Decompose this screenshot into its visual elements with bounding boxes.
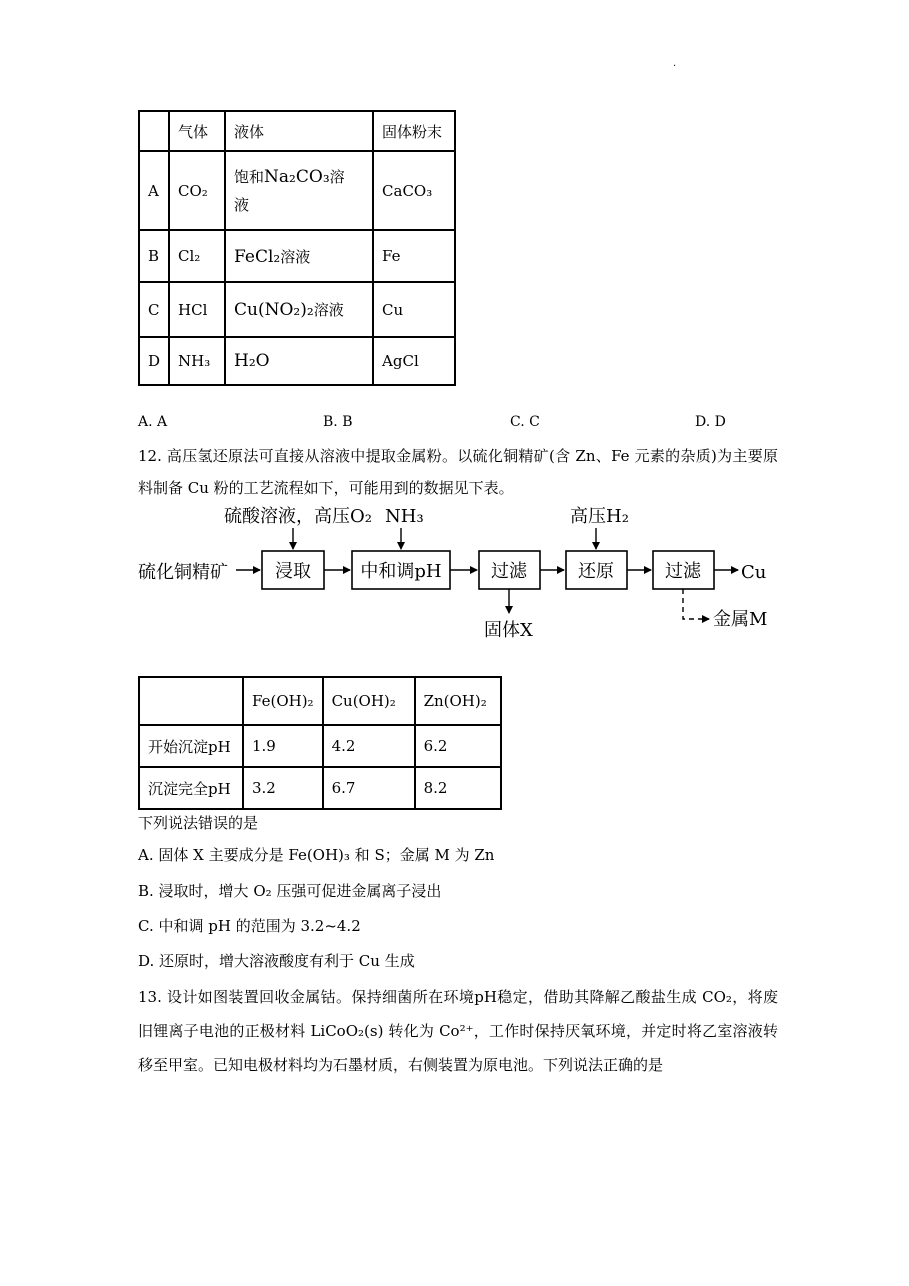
step-leach: 浸取	[275, 561, 311, 582]
solid-x: 固体X	[484, 620, 533, 641]
reagent-table	[138, 110, 456, 386]
metal-m: 金属M	[713, 609, 768, 630]
table-cell: 6.7	[323, 767, 415, 809]
liquid-formula: FeCl₂	[234, 246, 281, 267]
gas-cell: HCl	[169, 282, 225, 337]
question-12-option-b: B. 浸取时，增大 O₂ 压强可促进金属离子浸出	[138, 882, 442, 900]
table-row	[139, 337, 455, 385]
option-a: A. A	[138, 414, 168, 430]
row-key: C	[139, 282, 169, 337]
question-13-text: 13. 设计如图装置回收金属钴。保持细菌所在环境pH稳定，借助其降解乙酸盐生成 CO₂，将废旧锂离子电池的正极材料 LiCoO₂(s) 转化为 Co²⁺，工作时保持厌氧环境，并定时将乙室溶液转移至甲室。已知电极材料均为石墨材质，右侧装置为原电池。下列说法正确的是	[138, 988, 778, 1074]
header-cell: 固体粉末	[373, 111, 455, 151]
table-cell: 1.9	[243, 725, 323, 767]
liquid-cell	[225, 230, 373, 282]
table-cell: 8.2	[415, 767, 501, 809]
gas-cell: NH₃	[169, 337, 225, 385]
row-label: 沉淀完全pH	[139, 767, 243, 809]
question-12-option-a: A. 固体 X 主要成分是 Fe(OH)₃ 和 S；金属 M 为 Zn	[138, 846, 495, 864]
reagent-hydrogen: 高压H₂	[570, 506, 629, 527]
question-12-stem: 下列说法错误的是	[138, 814, 259, 832]
product-cu: Cu	[741, 562, 767, 583]
start-material: 硫化铜精矿	[138, 562, 228, 583]
reagent-ammonia: NH₃	[385, 506, 424, 527]
header-cell: Cu(OH)₂	[323, 677, 415, 725]
option-c: C. C	[510, 414, 540, 430]
table-row	[139, 282, 455, 337]
table-row	[139, 725, 501, 767]
gas-cell: CO₂	[169, 151, 225, 230]
process-flow-diagram	[0, 498, 909, 648]
liquid-suffix: 溶	[329, 167, 345, 186]
question-12-option-d: D. 还原时，增大溶液酸度有利于 Cu 生成	[138, 952, 415, 970]
liquid-suffix-2: 液	[234, 195, 250, 214]
table-header-row	[139, 111, 455, 151]
table-header-row	[139, 677, 501, 725]
solid-cell: CaCO₃	[373, 151, 455, 230]
header-cell: Fe(OH)₂	[243, 677, 323, 725]
gas-cell: Cl₂	[169, 230, 225, 282]
table-row	[139, 230, 455, 282]
header-cell: Zn(OH)₂	[415, 677, 501, 725]
option-d: D. D	[695, 414, 726, 430]
row-key: A	[139, 151, 169, 230]
header-cell: 液体	[225, 111, 373, 151]
step-filter-2: 过滤	[665, 561, 701, 582]
step-neutralize: 中和调pH	[360, 561, 442, 582]
liquid-prefix: 饱和	[234, 167, 265, 186]
header-cell	[139, 111, 169, 151]
header-cell	[139, 677, 243, 725]
question-12-text: 12. 高压氢还原法可直接从溶液中提取金属粉。以硫化铜精矿(含 Zn、Fe 元素的杂质)为主要原料制备 Cu 粉的工艺流程如下，可能用到的数据见下表。	[138, 447, 778, 497]
table-row	[139, 151, 455, 230]
step-filter-1: 过滤	[491, 561, 527, 582]
row-key: B	[139, 230, 169, 282]
page-mark: .	[673, 58, 677, 69]
table-cell: 4.2	[323, 725, 415, 767]
table-cell: 3.2	[243, 767, 323, 809]
solid-cell: Fe	[373, 230, 455, 282]
solid-cell: AgCl	[373, 337, 455, 385]
liquid-suffix: 溶液	[280, 247, 311, 266]
table-row	[139, 767, 501, 809]
step-reduce: 还原	[578, 561, 614, 582]
ph-data-table	[138, 676, 502, 810]
table-cell: 6.2	[415, 725, 501, 767]
liquid-cell	[225, 282, 373, 337]
header-cell: 气体	[169, 111, 225, 151]
reagent-acid-oxygen: 硫酸溶液，高压O₂	[224, 506, 372, 527]
solid-cell: Cu	[373, 282, 455, 337]
question-12-option-c: C. 中和调 pH 的范围为 3.2~4.2	[138, 917, 361, 935]
row-key: D	[139, 337, 169, 385]
liquid-formula: Cu(NO₂)₂	[234, 300, 314, 320]
liquid-cell	[225, 151, 373, 230]
row-label: 开始沉淀pH	[139, 725, 243, 767]
liquid-suffix: 溶液	[313, 301, 344, 319]
liquid-cell: H₂O	[225, 337, 373, 385]
option-b: B. B	[323, 414, 353, 430]
liquid-formula: Na₂CO₃	[264, 166, 330, 187]
